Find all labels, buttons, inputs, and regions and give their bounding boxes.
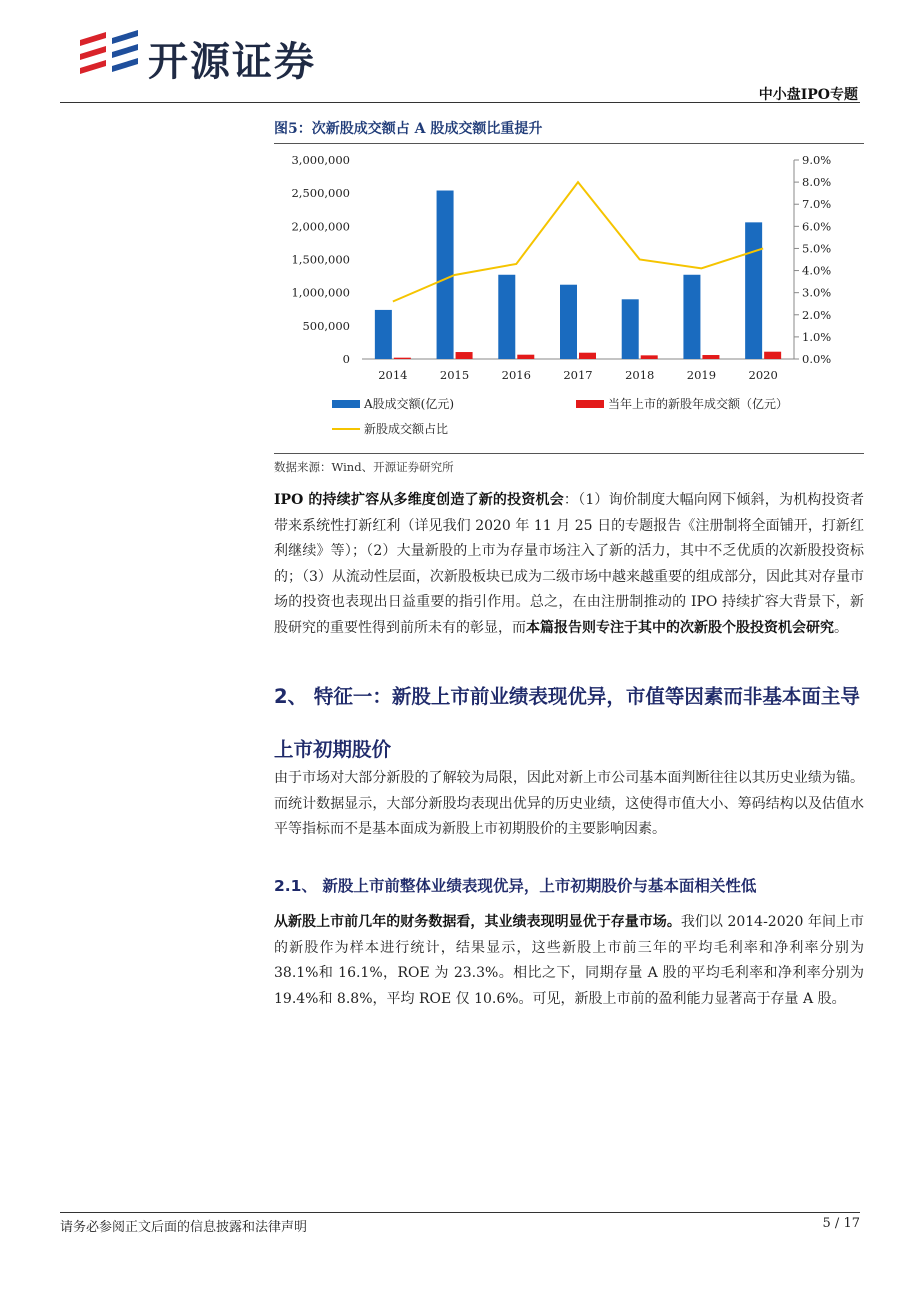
left-axis-tick-label: 3,000,000 <box>291 153 350 167</box>
x-axis-tick-label: 2018 <box>625 368 655 382</box>
figure-title: 图5：次新股成交额占 A 股成交额比重提升 <box>274 121 543 137</box>
bar-a-share-turnover <box>560 285 577 359</box>
x-axis-tick-label: 2019 <box>686 368 717 382</box>
bar-new-stock-turnover <box>764 352 781 359</box>
report-section: 中小盘IPO专题 <box>758 87 858 103</box>
paragraph-text: ：（1）询价制度大幅向网下倾斜，为机构投资者带来系统性打新红利（详见我们 2020 年 11 月 25 日的专题报告《注册制将全面铺开，打新红利继续》等）；（2）大量新股的上市为存量市场注入了新的活力，其中不乏优质的次新股投资标的；（3）从流动性层面，次新股板块已成为二级市场中越来越重要的组成部分，因此其对存量市场的投资也表现出日益重要的指引作用。总之，在由注册制推动的 IPO 持续扩容大背景下，新股研究的重要性得到前所未有的彰显，而 <box>274 492 864 636</box>
paragraph-emphasis: 本篇报告则专注于其中的次新股个股投资机会研究 <box>526 619 834 636</box>
left-axis-tick-label: 1,000,000 <box>291 285 350 300</box>
bar-new-stock-turnover <box>579 353 596 359</box>
x-axis-tick-label: 2020 <box>748 368 778 382</box>
paragraph-feature-one: 由于市场对大部分新股的了解较为局限，因此对新上市公司基本面判断往往以其历史业绩为锚。而统计数据显示，大部分新股均表现出优异的历史业绩，这使得市值大小、筹码结构以及估值水平等指标而不是基本面成为新股上市初期股价的主要影响因素。 <box>274 770 864 837</box>
x-axis-tick-label: 2017 <box>563 368 593 382</box>
bar-a-share-turnover <box>683 275 700 359</box>
left-axis-tick-label: 2,500,000 <box>291 186 350 201</box>
bar-new-stock-turnover <box>517 355 534 359</box>
section-heading: 2、 特征一：新股上市前业绩表现优异，市值等因素而非基本面主导上市初期股价 <box>274 685 860 761</box>
right-axis-tick-label: 0.0% <box>802 352 832 366</box>
x-axis-tick-label: 2016 <box>501 368 531 382</box>
bar-a-share-turnover <box>622 299 639 359</box>
right-axis-tick-label: 8.0% <box>802 175 832 190</box>
bar-new-stock-turnover <box>641 355 658 359</box>
chart <box>274 146 864 452</box>
left-axis-tick-label: 1,500,000 <box>291 252 350 267</box>
right-axis-tick-label: 2.0% <box>802 307 832 322</box>
bar-new-stock-turnover <box>456 352 473 359</box>
bar-new-stock-turnover <box>702 355 719 359</box>
header-divider <box>60 102 860 103</box>
paragraph-lead: IPO 的持续扩容从多维度创造了新的投资机会 <box>274 492 564 508</box>
right-axis-tick-label: 4.0% <box>802 263 832 278</box>
bar-a-share-turnover <box>498 275 515 359</box>
page-number: 5 / 17 <box>822 1216 860 1231</box>
paragraph-financials <box>274 910 864 1012</box>
bar-a-share-turnover <box>745 222 762 359</box>
logo-mark-icon <box>80 30 138 74</box>
footer-divider <box>60 1212 860 1213</box>
x-axis-tick-label: 2015 <box>439 368 470 382</box>
brand-name: 开源证券 <box>148 39 316 85</box>
left-axis-tick-label: 500,000 <box>302 318 350 333</box>
right-axis-tick-label: 1.0% <box>802 329 832 344</box>
right-axis-tick-label: 7.0% <box>802 197 832 212</box>
footer-disclaimer: 请务必参阅正文后面的信息披露和法律声明 <box>60 1220 308 1235</box>
legend-swatch-a-share <box>332 400 360 408</box>
right-axis-tick-label: 3.0% <box>802 285 832 300</box>
left-axis-tick-label: 0 <box>342 352 350 366</box>
figure-top-rule <box>274 143 864 144</box>
paragraph-end: 。 <box>834 619 848 636</box>
paragraph-text: 我们以 2014-2020 年间上市的新股作为样本进行统计，结果显示，这些新股上市前三年的平均毛利率和净利率分别为 38.1%和 16.1%，ROE 为 23.3%。相比之下，同期存量 A 股的平均毛利率和净利率分别为 19.4%和 8.8%，平均 ROE 仅 10.6%。可见，新股上市前的盈利能力显著高于存量 A 股。 <box>274 914 865 1007</box>
right-axis-tick-label: 9.0% <box>802 153 832 167</box>
legend-label-new-stock: 当年上市的新股年成交额（亿元） <box>608 397 789 411</box>
legend-label-a-share: A股成交额(亿元) <box>364 397 455 411</box>
right-axis-tick-label: 5.0% <box>802 241 832 256</box>
figure-bottom-rule <box>274 453 864 454</box>
left-axis-tick-label: 2,000,000 <box>291 219 350 234</box>
bar-a-share-turnover <box>375 310 392 359</box>
legend-label-share: 新股成交额占比 <box>364 422 449 436</box>
paragraph-investment-opportunity <box>274 488 864 641</box>
x-axis-tick-label: 2014 <box>378 368 408 382</box>
paragraph-lead: 从新股上市前几年的财务数据看，其业绩表现明显优于存量市场。 <box>274 914 681 930</box>
figure-source: 数据来源：Wind、开源证券研究所 <box>274 460 454 474</box>
legend-swatch-new-stock <box>576 400 604 408</box>
bar-a-share-turnover <box>437 191 454 359</box>
right-axis-tick-label: 6.0% <box>802 219 832 234</box>
bar-new-stock-turnover <box>394 358 411 359</box>
subsection-heading: 2.1、 新股上市前整体业绩表现优异，上市初期股价与基本面相关性低 <box>274 877 757 895</box>
